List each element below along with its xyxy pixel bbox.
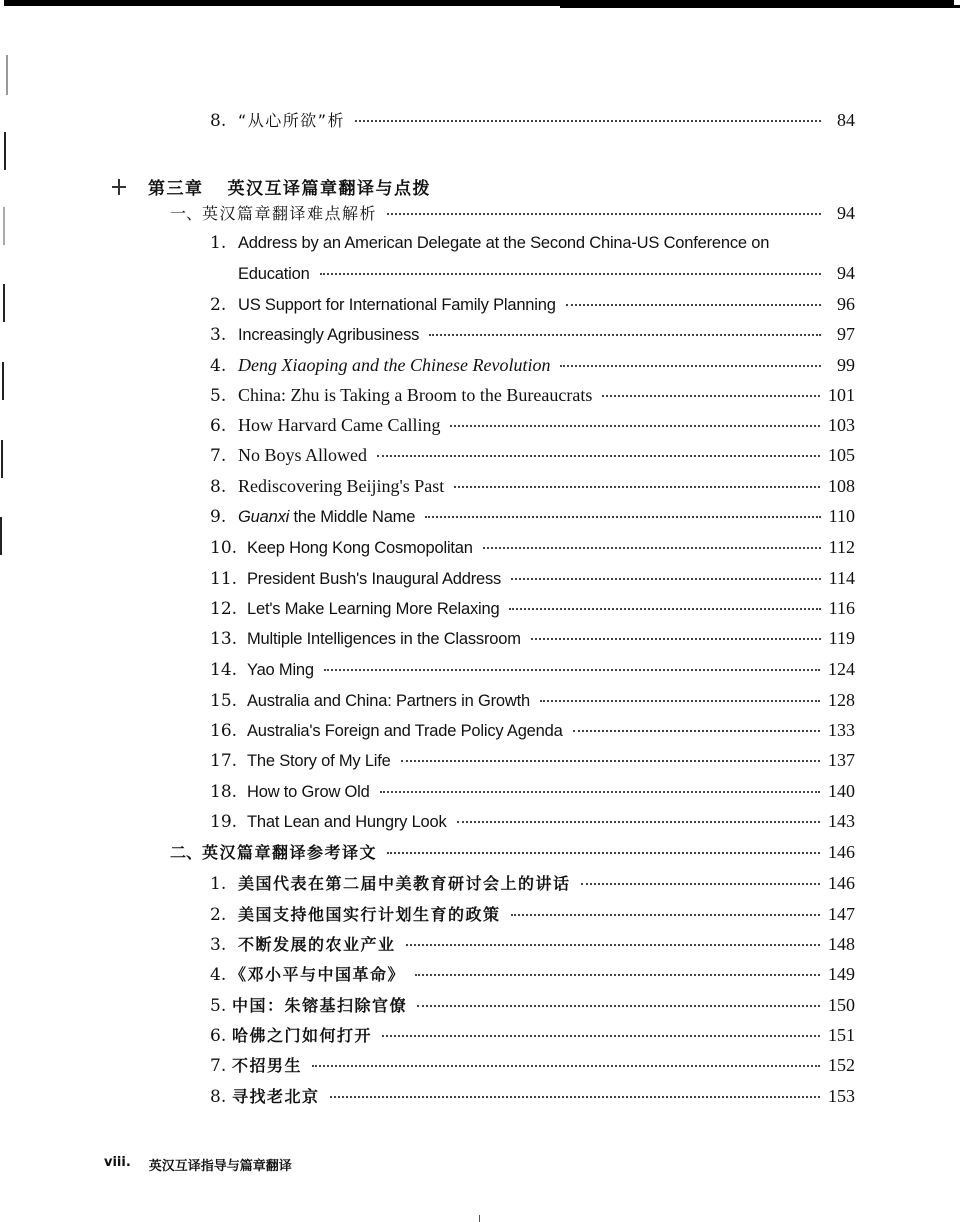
entry-page-number: 146 [828, 842, 855, 862]
entry-title: China: Zhu is Taking a Broom to the Bureaucrats [238, 385, 593, 405]
entry-number: 18. [210, 782, 238, 802]
toc-entry[interactable] [210, 1024, 855, 1047]
entry-page-number: 149 [828, 964, 855, 984]
entry-page-number: 99 [837, 355, 855, 375]
toc-entry[interactable] [210, 658, 855, 681]
entry-page-number: 153 [828, 1086, 855, 1106]
dot-leader [566, 303, 821, 306]
entry-title: 《邓小平与中国革命》 [230, 965, 406, 984]
entry-number: 1. [210, 233, 227, 253]
section-number: 一、 [170, 204, 203, 223]
entry-page-number: 96 [837, 294, 855, 314]
scan-edge-mark [3, 284, 5, 322]
entry-title: No Boys Allowed [238, 445, 368, 465]
entry-title: 哈佛之门如何打开 [232, 1026, 373, 1045]
dot-leader [417, 1004, 820, 1007]
dot-leader [560, 364, 821, 367]
dot-leader [355, 119, 821, 122]
entry-number: 6. [210, 416, 227, 436]
entry-title: Yao Ming [247, 661, 314, 679]
entry-page-number: 97 [837, 324, 855, 344]
dot-leader [377, 454, 820, 457]
entry-page-number: 137 [828, 750, 855, 770]
entry-page-number: 143 [828, 811, 855, 831]
entry-title: “从心所欲”析 [238, 111, 346, 130]
toc-entry[interactable] [210, 597, 855, 620]
dot-leader [450, 424, 820, 427]
toc-entry[interactable] [210, 323, 855, 346]
entry-number: 8. [210, 477, 227, 497]
entry-number: 8. [210, 111, 227, 131]
dot-leader [509, 607, 820, 610]
toc-entry[interactable] [210, 384, 855, 407]
entry-title: Rediscovering Beijing's Past [238, 476, 445, 496]
toc-entry[interactable] [210, 1054, 855, 1077]
section-heading[interactable] [170, 202, 855, 225]
toc-entry[interactable] [210, 903, 855, 926]
toc-entry[interactable] [210, 414, 855, 437]
dot-leader [415, 973, 820, 976]
entry-title: Address by an American Delegate at the Second China-US Conference on [238, 234, 770, 252]
entry-page-number: 140 [828, 781, 855, 801]
entry-page-number: 84 [837, 110, 855, 130]
entry-number: 13. [210, 629, 238, 649]
toc-entry[interactable] [210, 749, 855, 772]
toc-entry[interactable] [210, 444, 855, 467]
entry-number: 3. [210, 935, 227, 955]
dot-leader [387, 212, 821, 215]
toc-entry[interactable] [210, 567, 855, 590]
entry-number: 1. [210, 874, 227, 894]
entry-title: US Support for International Family Planning [238, 296, 556, 314]
entry-number: 3. [210, 325, 227, 345]
entry-title: 不招男生 [232, 1056, 303, 1075]
toc-entry[interactable] [210, 719, 855, 742]
entry-page-number: 116 [828, 598, 855, 618]
dot-leader [425, 515, 820, 518]
entry-number: 14. [210, 660, 238, 680]
dot-leader [454, 485, 820, 488]
entry-number: 6. [210, 1026, 227, 1046]
entry-page-number: 105 [828, 445, 855, 465]
entry-title: 不断发展的农业产业 [238, 935, 396, 954]
entry-title: 美国代表在第二届中美教育研讨会上的讲话 [238, 874, 571, 893]
toc-entry[interactable] [210, 627, 855, 650]
entry-number: 19. [210, 812, 238, 832]
ornament-cross-icon [112, 179, 126, 195]
scan-edge-mark [0, 517, 2, 555]
entry-number: 15. [210, 691, 238, 711]
dot-leader [531, 637, 821, 640]
scan-mark [479, 1215, 480, 1222]
toc-entry[interactable] [210, 994, 855, 1017]
entry-number: 17. [210, 751, 238, 771]
entry-number: 7. [210, 1056, 227, 1076]
dot-leader [511, 913, 820, 916]
entry-page-number: 101 [828, 385, 855, 405]
entry-page-number: 94 [837, 263, 855, 283]
toc-entry[interactable] [210, 872, 855, 895]
chapter-number: 第三章 [148, 179, 204, 199]
entry-page-number: 112 [828, 537, 855, 557]
scan-edge-mark [1, 440, 3, 478]
entry-page-number: 146 [828, 873, 855, 893]
dot-leader [429, 333, 821, 336]
entry-number: 5. [210, 996, 227, 1016]
scan-edge-mark [4, 132, 6, 170]
entry-page-number: 147 [828, 904, 855, 924]
toc-entry[interactable] [210, 933, 855, 956]
entry-title: 寻找老北京 [232, 1087, 320, 1106]
toc-entry[interactable] [210, 354, 855, 377]
entry-title: Deng Xiaoping and the Chinese Revolution [238, 355, 551, 375]
dot-leader [330, 1095, 820, 1098]
entry-page-number: 152 [828, 1055, 855, 1075]
section-heading[interactable] [170, 841, 855, 864]
section-title: 英汉篇章翻译参考译文 [202, 843, 378, 862]
scan-edge-mark [6, 55, 8, 95]
entry-page-number: 108 [828, 476, 855, 496]
entry-page-number: 114 [828, 568, 855, 588]
toc-entry[interactable] [210, 963, 855, 986]
dot-leader [320, 272, 821, 275]
scan-edge-mark [2, 362, 4, 400]
chapter-heading[interactable] [112, 174, 431, 199]
entry-number: 9. [210, 507, 227, 527]
entry-number: 16. [210, 721, 238, 741]
entry-title: 中国：朱镕基扫除官僚 [232, 996, 408, 1015]
entry-number: 2. [210, 295, 227, 315]
toc-entry[interactable] [210, 109, 855, 132]
entry-page-number: 133 [828, 720, 855, 740]
entry-number: 4. [210, 965, 227, 985]
entry-page-number: 151 [828, 1025, 855, 1045]
entry-number: 5. [210, 386, 227, 406]
toc-entry[interactable] [210, 232, 855, 254]
scan-edge-mark [3, 207, 5, 245]
page-footer [104, 1155, 292, 1174]
entry-title: How Harvard Came Calling [238, 415, 441, 435]
page-numeral: viii. [104, 1155, 131, 1170]
toc-entry[interactable] [210, 810, 855, 833]
entry-page-number: 94 [837, 203, 855, 223]
dot-leader [540, 699, 820, 702]
entry-page-number: 148 [828, 934, 855, 954]
toc-entry[interactable] [210, 475, 855, 498]
page-top-border-tail [560, 5, 960, 8]
toc-entry[interactable] [210, 505, 855, 528]
entry-number: 12. [210, 599, 238, 619]
entry-title: President Bush's Inaugural Address [247, 570, 502, 588]
entry-title: How to Grow Old [247, 783, 370, 801]
toc-entry[interactable] [210, 293, 855, 316]
running-book-title: 英汉互译指导与篇章翻译 [148, 1159, 292, 1174]
entry-page-number: 103 [828, 415, 855, 435]
dot-leader [457, 820, 820, 823]
dot-leader [573, 729, 820, 732]
entry-title: Let's Make Learning More Relaxing [247, 600, 500, 618]
toc-entry[interactable] [210, 780, 855, 803]
toc-entry[interactable] [210, 1085, 855, 1108]
entry-title: Education [238, 265, 310, 283]
dot-leader [602, 394, 820, 397]
dot-leader [581, 882, 820, 885]
entry-title: 美国支持他国实行计划生育的政策 [238, 905, 501, 924]
dot-leader [511, 577, 821, 580]
entry-title: Keep Hong Kong Cosmopolitan [247, 539, 473, 557]
entry-number: 8. [210, 1087, 227, 1107]
entry-number: 10. [210, 538, 238, 558]
entry-title: Increasingly Agribusiness [238, 326, 420, 344]
entry-number: 4. [210, 356, 227, 376]
dot-leader [380, 790, 820, 793]
toc-entry[interactable] [210, 689, 855, 712]
entry-page-number: 110 [828, 506, 855, 526]
entry-title: Multiple Intelligences in the Classroom [247, 630, 521, 648]
entry-title: Australia's Foreign and Trade Policy Agenda [247, 722, 563, 740]
dot-leader [483, 546, 821, 549]
entry-title: That Lean and Hungry Look [247, 813, 447, 831]
toc-entry-continuation[interactable] [238, 262, 855, 285]
dot-leader [406, 943, 820, 946]
toc-entry[interactable] [210, 536, 855, 559]
entry-title [238, 506, 415, 528]
entry-number: 11. [210, 569, 238, 589]
chapter-title: 英汉互译篇章翻译与点拨 [227, 179, 431, 199]
entry-page-number: 128 [828, 690, 855, 710]
entry-number: 2. [210, 905, 227, 925]
dot-leader [387, 851, 820, 854]
dot-leader [324, 668, 820, 671]
entry-title: The Story of My Life [247, 752, 391, 770]
dot-leader [312, 1064, 820, 1067]
dot-leader [401, 759, 820, 762]
section-title: 英汉篇章翻译难点解析 [202, 204, 378, 223]
dot-leader [382, 1034, 820, 1037]
entry-number: 7. [210, 446, 227, 466]
entry-page-number: 124 [828, 659, 855, 679]
section-number: 二、 [170, 843, 203, 862]
entry-title: Australia and China: Partners in Growth [247, 692, 530, 710]
entry-title-italic: Guanxi [238, 508, 290, 526]
entry-page-number: 150 [828, 995, 855, 1015]
entry-title-rest: the Middle Name [289, 508, 416, 526]
entry-page-number: 119 [828, 628, 855, 648]
